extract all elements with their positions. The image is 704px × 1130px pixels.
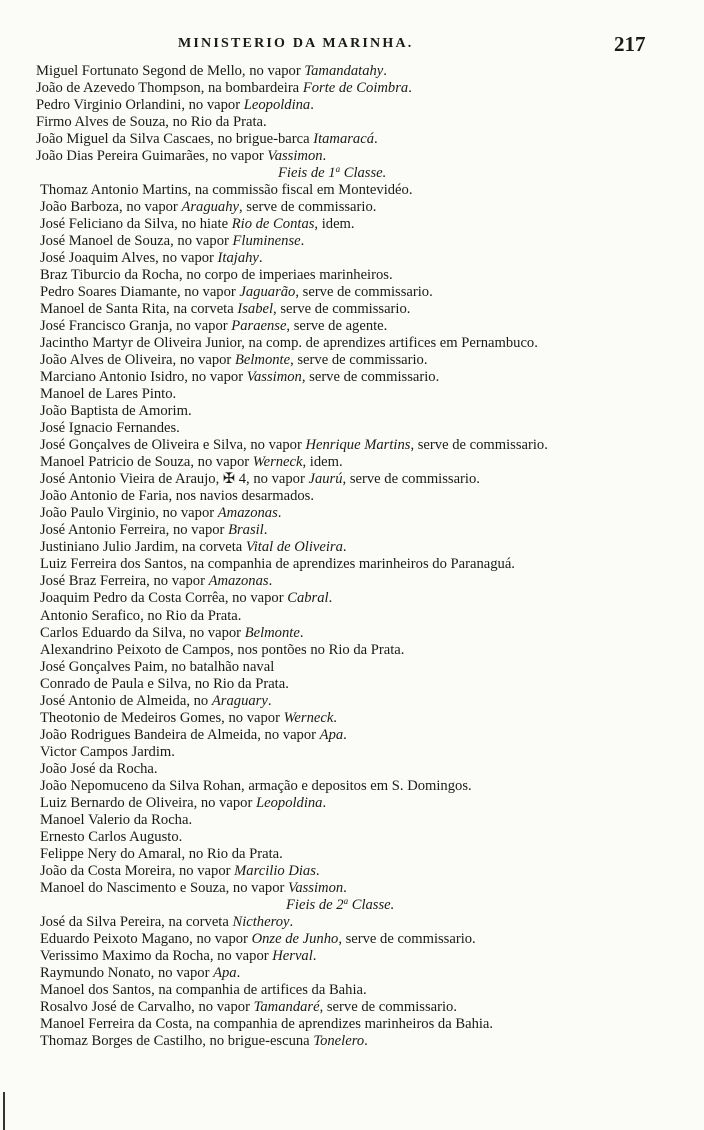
entry-tail: . — [268, 573, 273, 590]
list-item — [36, 573, 676, 590]
vessel-name: Werneck — [252, 454, 303, 471]
entry-text: Victor Campos Jardim. — [40, 743, 175, 760]
vessel-name: Jaguarão — [239, 284, 296, 301]
entry-text: Theotonio de Medeiros Gomes, no vapor — [40, 709, 284, 726]
vessel-name: Fluminense — [232, 233, 301, 250]
list-item — [36, 931, 676, 948]
list-item — [36, 386, 676, 403]
heading-tail: Classe. — [348, 896, 395, 913]
list-item — [36, 97, 676, 114]
entry-tail: . — [408, 80, 412, 97]
entry-tail: , serve de commissario. — [301, 369, 440, 386]
vessel-name: Amazonas — [208, 573, 269, 590]
list-item — [36, 590, 676, 607]
list-item — [36, 676, 676, 693]
entry-text: Luiz Ferreira dos Santos, na companhia de aprendizes marinheiros do Paranaguá. — [40, 556, 515, 573]
vessel-name: Rio de Contas — [231, 216, 315, 233]
vessel-name: Werneck — [283, 709, 334, 726]
entry-text: José Manoel de Souza, no vapor — [40, 233, 233, 250]
entry-text: João Antonio de Faria, nos navios desarmados. — [40, 488, 314, 505]
list-item — [36, 948, 676, 965]
list-item — [36, 659, 676, 676]
entry-tail: . — [236, 964, 241, 981]
list-item — [36, 114, 676, 131]
entry-tail: . — [289, 913, 294, 930]
vessel-name: Vital de Oliveira — [245, 539, 343, 556]
entry-text: José Antonio Ferreira, no vapor — [40, 522, 229, 539]
list-item — [36, 625, 676, 642]
vessel-name: Leopoldina — [256, 794, 323, 811]
entry-text: Manoel de Lares Pinto. — [40, 386, 177, 403]
list-item — [36, 216, 676, 233]
vessel-name: Marcilio Dias — [234, 862, 316, 879]
entry-text: João Dias Pereira Guimarães, no vapor — [36, 148, 268, 165]
list-item — [36, 522, 676, 539]
list-item — [36, 335, 676, 352]
entry-tail: , serve de commissario. — [295, 284, 433, 301]
list-item — [36, 812, 676, 829]
entry-text: João José da Rocha. — [40, 760, 158, 777]
entry-tail: , serve de commissario. — [410, 437, 548, 454]
list-item — [36, 63, 676, 80]
entry-tail: . — [310, 97, 314, 114]
entry-tail: . — [342, 539, 347, 556]
entry-text: João Miguel da Silva Cascaes, no brigue-barca — [36, 131, 314, 148]
list-item — [36, 539, 676, 556]
entry-tail: . — [312, 947, 317, 964]
list-item — [36, 778, 676, 795]
list-item — [36, 182, 676, 199]
entry-text: João Baptista de Amorim. — [40, 403, 192, 420]
entry-text: Rosalvo José de Carvalho, no vapor — [40, 998, 254, 1015]
entry-text: Thomaz Borges de Castilho, no brigue-escuna — [40, 1032, 314, 1049]
entry-tail: . — [299, 624, 304, 641]
entry-tail: , idem. — [314, 216, 355, 233]
vessel-name: Araguary — [211, 692, 268, 709]
section-heading — [36, 897, 676, 914]
vessel-name: Tonelero — [313, 1032, 365, 1049]
entry-text: José da Silva Pereira, na corveta — [40, 913, 233, 930]
entry-text: Antonio Serafico, no Rio da Prata. — [40, 607, 242, 624]
entry-text: Manoel Valerio da Rocha. — [40, 811, 193, 828]
list-item — [36, 1033, 676, 1050]
entry-tail: . — [300, 233, 305, 250]
list-item — [36, 829, 676, 846]
heading-ordinal: a — [343, 895, 349, 906]
entry-text: Verissimo Maximo da Rocha, no vapor — [40, 947, 273, 964]
entry-text: Raymundo Nonato, no vapor — [40, 964, 214, 981]
personnel-list — [36, 63, 676, 1050]
entry-tail: . — [322, 794, 327, 811]
entry-tail: . — [258, 250, 263, 267]
entry-text: José Ignacio Fernandes. — [40, 420, 180, 437]
vessel-name: Apa — [213, 964, 237, 981]
entry-text: Jacintho Martyr de Oliveira Junior, na comp. de aprendizes artifices em Pernambuco. — [40, 335, 538, 352]
heading-ordinal: a — [335, 164, 341, 175]
list-item — [36, 284, 676, 301]
entry-tail: . — [322, 148, 327, 165]
vessel-name: Henrique Martins — [305, 437, 411, 454]
list-item — [36, 318, 676, 335]
list-item — [36, 999, 676, 1016]
entry-text: Felippe Nery do Amaral, no Rio da Prata. — [40, 845, 283, 862]
entry-tail: . — [383, 63, 387, 79]
list-item — [36, 80, 676, 97]
entry-text: Alexandrino Peixoto de Campos, nos pontões no Rio da Prata. — [40, 641, 405, 658]
vessel-name: Araguahy — [181, 199, 239, 216]
page-number: 217 — [614, 32, 646, 56]
vessel-name: Itajahy — [217, 250, 259, 267]
vessel-name: Forte de Coimbra — [302, 80, 409, 97]
list-item — [36, 233, 676, 250]
section-heading — [36, 165, 676, 182]
entry-text: José Gonçalves Paim, no batalhão naval — [40, 658, 275, 675]
entry-tail: , serve de commissario. — [338, 930, 476, 947]
entry-tail: , serve de commissario. — [342, 471, 480, 488]
running-title: MINISTERIO DA MARINHA. — [178, 36, 414, 51]
entry-text: Marciano Antonio Isidro, no vapor — [40, 369, 247, 386]
list-item — [36, 880, 676, 897]
entry-text: Justiniano Julio Jardim, na corveta — [40, 539, 246, 556]
list-item — [36, 642, 676, 659]
list-item — [36, 556, 676, 573]
entry-text: José Braz Ferreira, no vapor — [40, 573, 209, 590]
entry-tail: , serve de commissario. — [319, 998, 457, 1015]
entry-text: João Nepomuceno da Silva Rohan, armação e depositos em S. Domingos. — [40, 777, 472, 794]
vessel-name: Paraense — [231, 318, 287, 335]
list-item — [36, 454, 676, 471]
entry-text: Ernesto Carlos Augusto. — [40, 828, 183, 845]
entry-tail: . — [333, 709, 337, 726]
vessel-name: Vassimon — [246, 369, 302, 386]
list-item — [36, 301, 676, 318]
entry-text: Eduardo Peixoto Magano, no vapor — [40, 930, 252, 947]
list-item — [36, 693, 676, 710]
vessel-name: Vassimon — [267, 148, 323, 165]
entry-tail: , serve de commissario. — [273, 301, 411, 318]
entry-text: Manoel Patricio de Souza, no vapor — [40, 454, 253, 471]
entry-text: José Feliciano da Silva, no hiate — [40, 216, 232, 233]
heading-text: Fieis de 2 — [286, 896, 344, 913]
entry-text: Conrado de Paula e Silva, no Rio da Prata. — [40, 675, 289, 692]
list-item — [36, 710, 676, 727]
heading-tail: Classe. — [340, 165, 387, 182]
entry-text: Manoel do Nascimento e Souza, no vapor — [40, 879, 289, 896]
entry-tail: , serve de commissario. — [239, 199, 377, 216]
list-item — [36, 846, 676, 863]
heading-text: Fieis de 1 — [278, 165, 336, 182]
list-item — [36, 437, 676, 454]
list-item — [36, 744, 676, 761]
entry-tail: . — [343, 726, 347, 743]
entry-text: Joaquim Pedro da Costa Corrêa, no vapor — [40, 590, 288, 607]
entry-tail: . — [343, 879, 347, 896]
entry-text: João Paulo Virginio, no vapor — [40, 505, 218, 522]
entry-text: Pedro Soares Diamante, no vapor — [40, 284, 240, 301]
entry-text: João Rodrigues Bandeira de Almeida, no vapor — [40, 726, 320, 743]
list-item — [36, 608, 676, 625]
entry-tail: . — [277, 505, 282, 522]
entry-text: Thomaz Antonio Martins, na commissão fiscal em Montevidéo. — [40, 182, 413, 199]
entry-text: João Alves de Oliveira, no vapor — [40, 352, 235, 369]
list-item — [36, 488, 676, 505]
entry-text: Braz Tiburcio da Rocha, no corpo de imperiaes marinheiros. — [40, 267, 393, 284]
list-item — [36, 965, 676, 982]
vessel-name: Nictheroy — [232, 913, 290, 930]
entry-text: João de Azevedo Thompson, na bombardeira — [36, 80, 303, 97]
list-item — [36, 761, 676, 778]
entry-text: João da Costa Moreira, no vapor — [40, 862, 235, 879]
entry-text: José Francisco Granja, no vapor — [40, 318, 232, 335]
vessel-name: Vassimon — [288, 879, 344, 896]
list-item — [36, 1016, 676, 1033]
vessel-name: Herval — [272, 947, 313, 964]
list-item — [36, 795, 676, 812]
entry-tail: . — [315, 862, 320, 879]
entry-tail: , serve de commissario. — [290, 352, 428, 369]
list-item — [36, 250, 676, 267]
vessel-name: Apa — [319, 726, 344, 743]
list-item — [36, 131, 676, 148]
list-item — [36, 982, 676, 999]
vessel-name: Brasil — [228, 522, 264, 539]
entry-text: Manoel Ferreira da Costa, na companhia de aprendizes marinheiros da Bahia. — [40, 1015, 494, 1032]
vessel-name: Tamandatahy — [304, 63, 384, 79]
page-header — [0, 32, 704, 58]
entry-text: José Gonçalves de Oliveira e Silva, no vapor — [40, 437, 306, 454]
entry-text: Firmo Alves de Souza, no Rio da Prata. — [36, 114, 267, 131]
list-item — [36, 863, 676, 880]
entry-tail: , idem. — [302, 454, 343, 471]
entry-tail: . — [364, 1032, 368, 1049]
entry-text: Luiz Bernardo de Oliveira, no vapor — [40, 794, 256, 811]
list-item — [36, 505, 676, 522]
scan-edge-mark — [3, 1092, 5, 1130]
entry-text: João Barboza, no vapor — [40, 199, 182, 216]
entry-tail: . — [328, 590, 333, 607]
list-item — [36, 471, 676, 488]
list-item — [36, 914, 676, 931]
vessel-name: Belmonte — [244, 624, 300, 641]
entry-tail: , serve de agente. — [286, 318, 388, 335]
entry-text: José Antonio de Almeida, no — [40, 692, 212, 709]
list-item — [36, 148, 676, 165]
entry-tail: . — [263, 522, 268, 539]
vessel-name: Itamaracá — [313, 131, 375, 148]
vessel-name: Onze de Junho — [251, 930, 339, 947]
list-item — [36, 420, 676, 437]
vessel-name: Jaurú — [308, 471, 343, 488]
vessel-name: Tamandaré — [253, 998, 320, 1015]
vessel-name: Leopoldina — [243, 97, 311, 114]
entry-text: José Antonio Vieira de Araujo, ✠ 4, no vapor — [40, 471, 309, 488]
list-item — [36, 352, 676, 369]
vessel-name: Cabral — [287, 590, 329, 607]
entry-text: Manoel de Santa Rita, na corveta — [40, 301, 238, 318]
list-item — [36, 727, 676, 744]
entry-text: Pedro Virginio Orlandini, no vapor — [36, 97, 244, 114]
list-item — [36, 369, 676, 386]
entry-text: Manoel dos Santos, na companhia de artifices da Bahia. — [40, 981, 367, 998]
list-item — [36, 267, 676, 284]
entry-tail: . — [374, 131, 378, 148]
vessel-name: Belmonte — [234, 352, 291, 369]
entry-text: Miguel Fortunato Segond de Mello, no vapor — [36, 63, 305, 79]
list-item — [36, 403, 676, 420]
vessel-name: Amazonas — [217, 505, 278, 522]
vessel-name: Isabel — [237, 301, 274, 318]
entry-text: Carlos Eduardo da Silva, no vapor — [40, 624, 245, 641]
entry-text: José Joaquim Alves, no vapor — [40, 250, 218, 267]
list-item — [36, 199, 676, 216]
entry-tail: . — [267, 692, 272, 709]
